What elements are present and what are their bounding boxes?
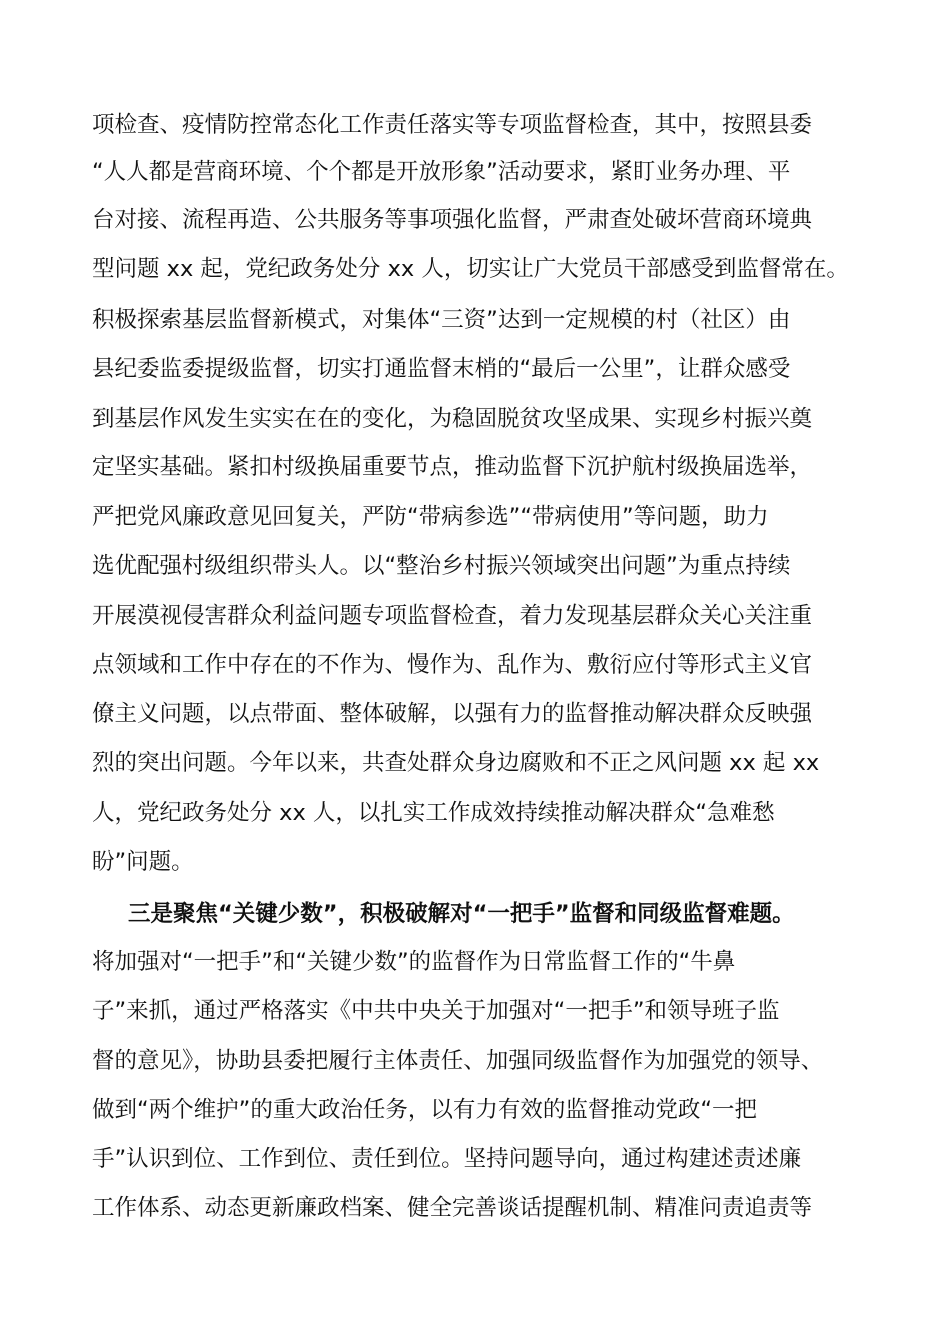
text-line-10: 选优配强村级组织带头人。以“整治乡村振兴领域突出问题”为重点持续 bbox=[92, 553, 791, 579]
text-line-4: 型问题 xx 起，党纪政务处分 xx 人，切实让广大党员干部感受到监督常在。 bbox=[92, 256, 849, 282]
text-line-12: 点领域和工作中存在的不作为、慢作为、乱作为、敷衍应付等形式主义官 bbox=[92, 652, 813, 678]
text-line-15: 人，党纪政务处分 xx 人，以扎实工作成效持续推动解决群众“急难愁 bbox=[92, 800, 775, 826]
text-line-3: 台对接、流程再造、公共服务等事项强化监督，严肃查处破坏营商环境典 bbox=[92, 207, 813, 233]
text-line-20: 督的意见》，协助县委把履行主体责任、加强同级监督作为加强党的领导、 bbox=[92, 1048, 824, 1074]
text-line-11: 开展漠视侵害群众利益问题专项监督检查，着力发现基层群众关心关注重 bbox=[92, 603, 813, 629]
text-line-13: 僚主义问题，以点带面、整体破解，以强有力的监督推动解决群众反映强 bbox=[92, 701, 813, 727]
text-line-16: 盼”问题。 bbox=[92, 849, 194, 875]
text-line-19: 子”来抓，通过严格落实《中共中央关于加强对“一把手”和领导班子监 bbox=[92, 998, 780, 1024]
text-line-14: 烈的突出问题。今年以来，共查处群众身边腐败和不正之风问题 xx 起 xx bbox=[92, 750, 820, 776]
text-line-5: 积极探索基层监督新模式，对集体“三资”达到一定规模的村（社区）由 bbox=[92, 307, 791, 333]
text-line-7: 到基层作风发生实实在在的变化，为稳固脱贫攻坚成果、实现乡村振兴奠 bbox=[92, 406, 813, 432]
text-line-8: 定坚实基础。紧扣村级换届重要节点，推动监督下沉护航村级换届选举， bbox=[92, 454, 813, 480]
text-line-18: 将加强对“一把手”和“关键少数”的监督作为日常监督工作的“牛鼻 bbox=[92, 949, 736, 975]
section-heading: 三是聚焦“关键少数”，积极破解对“一把手”监督和同级监督难题。 bbox=[128, 901, 795, 927]
text-line-2: “人人都是营商环境、个个都是开放形象”活动要求，紧盯业务办理、平 bbox=[92, 159, 791, 185]
text-line-22: 手”认识到位、工作到位、责任到位。坚持问题导向，通过构建述责述廉 bbox=[92, 1146, 802, 1172]
text-line-6: 县纪委监委提级监督，切实打通监督末梢的“最后一公里”，让群众感受 bbox=[92, 356, 791, 382]
text-line-21: 做到“两个维护”的重大政治任务，以有力有效的监督推动党政“一把 bbox=[92, 1097, 757, 1123]
text-line-9: 严把党风廉政意见回复关，严防“带病参选”“带病使用”等问题，助力 bbox=[92, 504, 769, 530]
text-line-23: 工作体系、动态更新廉政档案、健全完善谈话提醒机制、精准问责追责等 bbox=[92, 1195, 813, 1221]
text-line-1: 项检查、疫情防控常态化工作责任落实等专项监督检查，其中，按照县委 bbox=[92, 112, 813, 138]
